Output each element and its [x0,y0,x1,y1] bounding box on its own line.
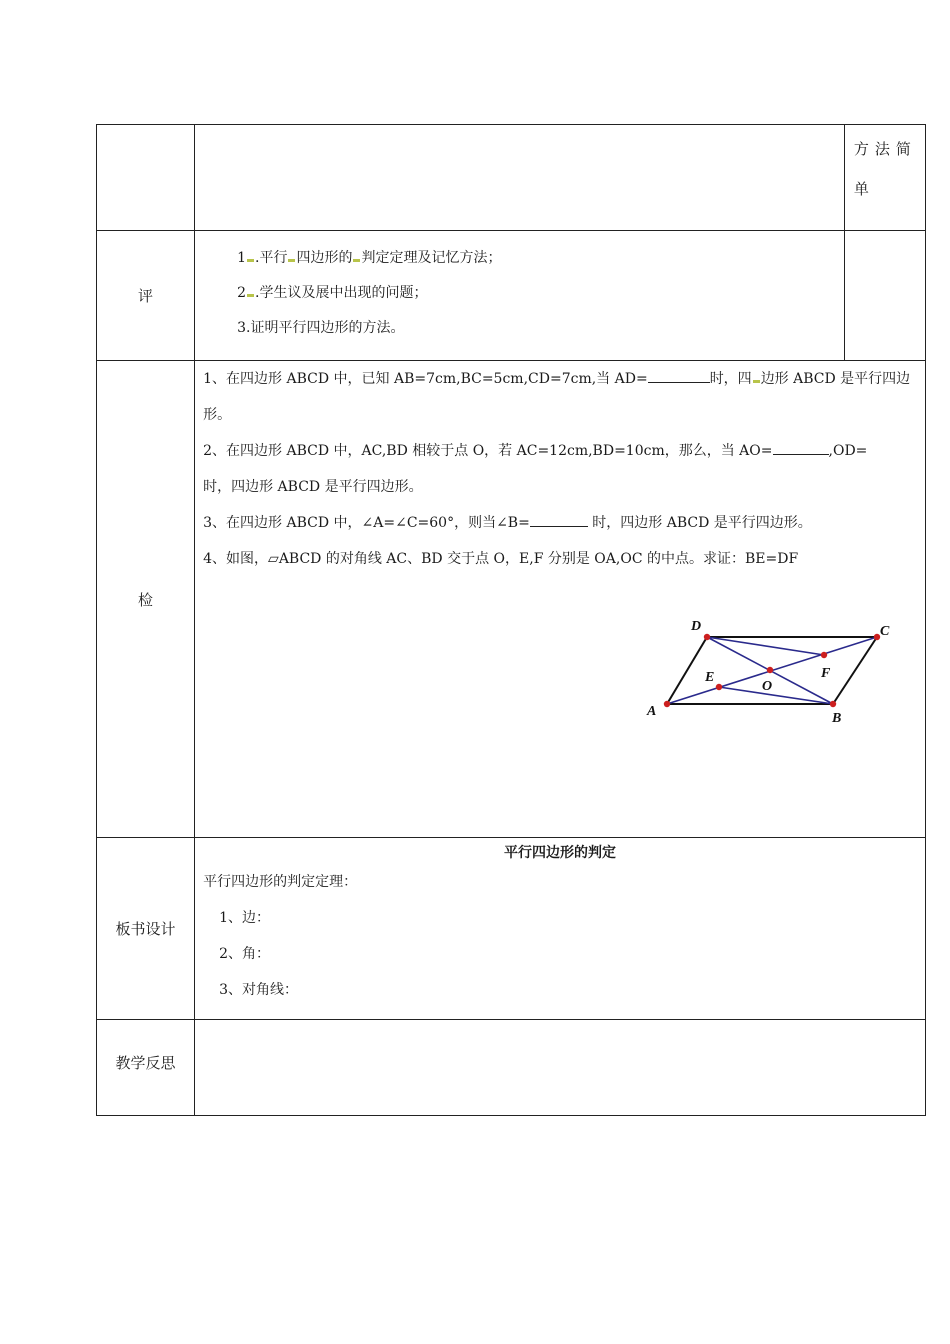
question-2: 2、在四边形 ABCD 中，AC,BD 相较于点 O，若 AC=12cm,BD=10cm，那么，当 AO= ,OD= [203,433,925,469]
parallelogram-symbol-icon: ▱ [268,551,279,567]
board-subtitle: 平行四边形的判定定理： [203,874,358,890]
row-top-label [97,125,195,231]
label-O: O [762,679,773,694]
row-jian-label: 检 [97,361,195,838]
label-C: C [880,624,890,639]
row-ping-label: 评 [97,231,195,361]
question-4: 4、如图，▱ABCD 的对角线 AC、BD 交于点 O，E,F 分别是 OA,OC 的中点。求证：BE=DF [203,551,799,567]
row-jian [97,361,926,838]
highlight-mark [288,259,295,262]
lesson-plan-table [96,124,926,1116]
board-title: 平行四边形的判定 [504,845,617,861]
board-item-1: 1、边： [219,910,271,926]
figure-points [664,634,880,707]
row-board-label: 板书设计 [97,838,195,1020]
answer-blank [648,368,710,383]
highlight-mark [753,380,760,383]
board-item-2: 2、角： [219,946,271,962]
point-O [767,667,773,673]
point-A [664,701,670,707]
highlight-mark [247,294,254,297]
row-reflect-label: 教学反思 [97,1020,195,1116]
ping-item-3: 3.证明平行四边形的方法。 [237,320,405,336]
figure-container [195,577,925,837]
board-item-3: 3、对角线： [219,982,299,998]
row-reflect [97,1020,926,1116]
label-F: F [821,666,831,681]
label-D: D [691,619,702,634]
row-board [97,838,926,1020]
label-A: A [647,704,657,719]
ping-item-2: 2 .学生议及展中出现的问题； [237,285,428,301]
row-ping [97,231,926,361]
label-E: E [705,670,715,685]
ping-item-1: 1 .平行 四边形的 判定定理及记忆方法； [237,250,502,266]
row-reflect-content [195,1020,926,1116]
highlight-mark [353,259,360,262]
point-D [704,634,710,640]
parallelogram-figure [635,595,905,735]
row-top-note [844,125,925,231]
point-B [830,701,836,707]
answer-blank [530,512,588,527]
question-1: 1、在四边形 ABCD 中，已知 AB=7cm,BC=5cm,CD=7cm,当 AD= 时，四 边形 ABCD 是平行四边 [203,361,925,397]
highlight-mark [247,259,254,262]
label-B: B [832,711,842,726]
row-ping-note [844,231,925,361]
row-jian-content [195,361,926,838]
question-1-cont: 形。 [203,407,232,423]
method-note: 方法简 单 [853,140,917,198]
row-board-content [195,838,926,1020]
row-top-content [195,125,845,231]
point-E [716,684,722,690]
row-top [97,125,926,231]
point-F [821,652,827,658]
question-2-cont: 时，四边形 ABCD 是平行四边形。 [203,479,423,495]
row-ping-content [195,231,845,361]
answer-blank [773,440,829,455]
question-3: 3、在四边形 ABCD 中，∠A=∠C=60°，则当∠B= 时，四边形 ABCD 是平行四边形。 [203,505,925,541]
